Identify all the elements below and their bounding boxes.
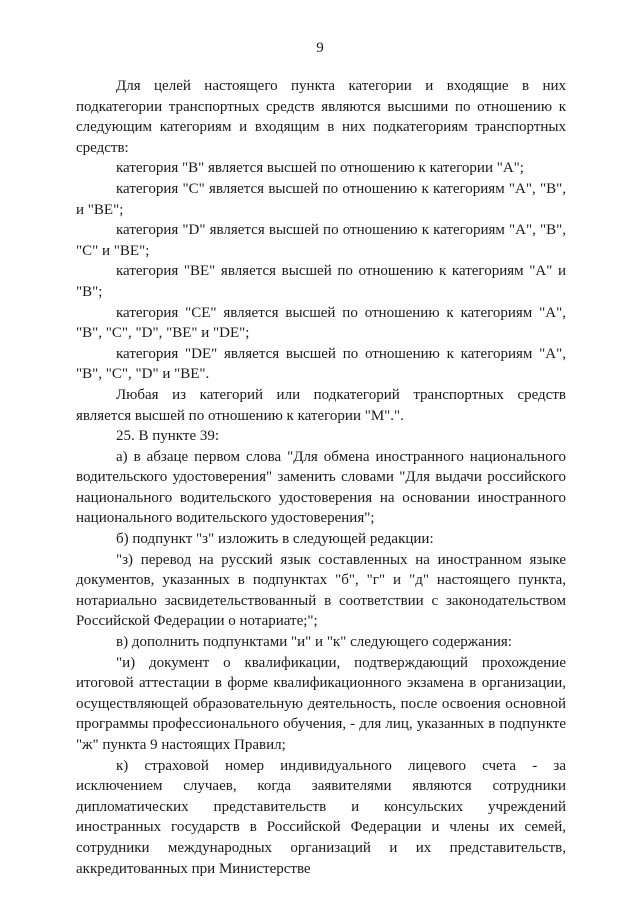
paragraph: категория "D" является высшей по отношению к категориям "A", "B", "C" и "BE"; [76,222,566,259]
paragraph: к) страховой номер индивидуального лицевого счета - за исключением случаев, когда заявителями являются сотрудники дипломатических представительств и консульских учреждений иностранных государств в Российской Федерации и члены их семей, сотрудники международных организаций и их представительств, аккредитованных при Министерстве [76,757,566,877]
paragraph: Любая из категорий или подкатегорий транспортных средств является высшей по отношению к категории "M".". [76,386,566,424]
paragraph: 25. В пункте 39: [116,428,220,445]
paragraph: "и) документ о квалификации, подтверждающий прохождение итоговой аттестации в форме квалификационного экзамена в организации, осуществляющей образовательную деятельность, после освоения основной программы профессионального обучения, - для лиц, указанных в подпункте "ж" пункта 9 настоящих Правил; [76,654,566,753]
paragraph: категория "BE" является высшей по отношению к категориям "A" и "B"; [76,263,566,300]
paragraph: категория "DE" является высшей по отношению к категориям "A", "B", "C", "D" и "BE". [76,345,566,383]
page-number: 9 [316,40,324,56]
paragraph: категория "C" является высшей по отношению к категориям "A", "B", и "BE"; [76,180,566,218]
paragraph: в) дополнить подпунктами "и" и "к" следующего содержания: [116,634,512,651]
paragraph: Для целей настоящего пункта категории и входящие в них подкатегории транспортных средств являются высшими по отношению к следующим категориям и входящим в них подкатегориям транспортных средств: [76,78,566,156]
paragraph: категория "CE" является высшей по отношению к категориям "A", "B", "C", "D", "BE" и "DE"; [76,304,566,342]
paragraph: категория "B" является высшей по отношению к категории "A"; [116,160,524,177]
paragraph: "з) перевод на русский язык составленных на иностранном языке документов, указанных в подпунктах "б", "г" и "д" настоящего пункта, нотариально засвидетельствованный в соответствии с законодательством Российской Федерации о нотариате;"; [76,551,566,630]
document-body [76,76,566,879]
paragraph: а) в абзаце первом слова "Для обмена иностранного национального водительского удостоверения" заменить словами "Для выдачи российского национального водительского удостоверения на основании иностранного национального водительского удостоверения"; [76,448,566,527]
paragraph: б) подпункт "з" изложить в следующей редакции: [116,531,434,548]
